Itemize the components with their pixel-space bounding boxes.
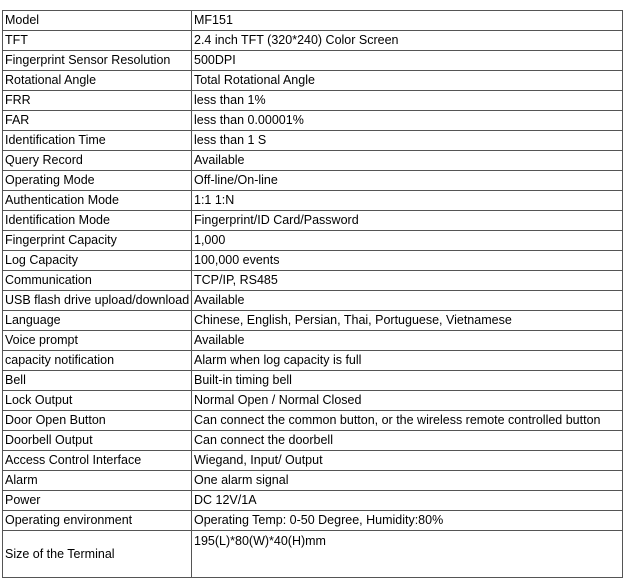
table-row (3, 251, 623, 271)
table-row (3, 411, 623, 431)
spec-value: Normal Open / Normal Closed (192, 391, 623, 411)
spec-label: Bell (3, 371, 192, 391)
spec-label: Voice prompt (3, 331, 192, 351)
spec-value: Available (192, 151, 623, 171)
spec-label: Power (3, 491, 192, 511)
table-row (3, 311, 623, 331)
spec-label: Size of the Terminal (3, 531, 192, 578)
table-row (3, 351, 623, 371)
spec-value: Total Rotational Angle (192, 71, 623, 91)
table-row (3, 151, 623, 171)
spec-label: Communication (3, 271, 192, 291)
spec-value: DC 12V/1A (192, 491, 623, 511)
spec-value: 1:1 1:N (192, 191, 623, 211)
spec-label: Language (3, 311, 192, 331)
table-row (3, 51, 623, 71)
table-row (3, 191, 623, 211)
spec-label: Operating Mode (3, 171, 192, 191)
spec-value: One alarm signal (192, 471, 623, 491)
spec-label: Doorbell Output (3, 431, 192, 451)
spec-label: Query Record (3, 151, 192, 171)
table-row (3, 31, 623, 51)
table-row (3, 391, 623, 411)
spec-label: Fingerprint Sensor Resolution (3, 51, 192, 71)
spec-label: Access Control Interface (3, 451, 192, 471)
table-row (3, 331, 623, 351)
spec-label: Operating environment (3, 511, 192, 531)
spec-label: capacity notification (3, 351, 192, 371)
table-row (3, 171, 623, 191)
table-row (3, 111, 623, 131)
spec-label: Identification Time (3, 131, 192, 151)
spec-value: Wiegand, Input/ Output (192, 451, 623, 471)
spec-value: Built-in timing bell (192, 371, 623, 391)
spec-value: Can connect the common button, or the wireless remote controlled button (192, 411, 623, 431)
spec-label: USB flash drive upload/download (3, 291, 192, 311)
table-row (3, 371, 623, 391)
table-row (3, 511, 623, 531)
table-row (3, 11, 623, 31)
spec-label: Lock Output (3, 391, 192, 411)
table-row (3, 451, 623, 471)
table-row (3, 491, 623, 511)
spec-value: 1,000 (192, 231, 623, 251)
spec-value: Available (192, 291, 623, 311)
spec-table-body (3, 11, 623, 578)
spec-label: Identification Mode (3, 211, 192, 231)
spec-value: Operating Temp: 0-50 Degree, Humidity:80% (192, 511, 623, 531)
spec-label: Door Open Button (3, 411, 192, 431)
spec-value: 2.4 inch TFT (320*240) Color Screen (192, 31, 623, 51)
spec-table (2, 10, 623, 578)
table-row (3, 71, 623, 91)
table-row (3, 431, 623, 451)
spec-label: Fingerprint Capacity (3, 231, 192, 251)
spec-value: Fingerprint/ID Card/Password (192, 211, 623, 231)
spec-value: less than 1% (192, 91, 623, 111)
spec-label: Alarm (3, 471, 192, 491)
spec-value: Chinese, English, Persian, Thai, Portuguese, Vietnamese (192, 311, 623, 331)
spec-value: Alarm when log capacity is full (192, 351, 623, 371)
spec-label: Model (3, 11, 192, 31)
spec-value: 500DPI (192, 51, 623, 71)
spec-value: Can connect the doorbell (192, 431, 623, 451)
spec-label: Authentication Mode (3, 191, 192, 211)
spec-value: less than 1 S (192, 131, 623, 151)
table-row (3, 131, 623, 151)
table-row (3, 271, 623, 291)
spec-value: 195(L)*80(W)*40(H)mm (192, 531, 623, 578)
table-row (3, 291, 623, 311)
table-row (3, 531, 623, 578)
spec-label: Log Capacity (3, 251, 192, 271)
table-row (3, 231, 623, 251)
table-row (3, 91, 623, 111)
spec-value: 100,000 events (192, 251, 623, 271)
spec-value: MF151 (192, 11, 623, 31)
table-row (3, 211, 623, 231)
spec-label: Rotational Angle (3, 71, 192, 91)
spec-value: Available (192, 331, 623, 351)
spec-label: FAR (3, 111, 192, 131)
spec-value: less than 0.00001% (192, 111, 623, 131)
spec-label: FRR (3, 91, 192, 111)
spec-label: TFT (3, 31, 192, 51)
spec-value: Off-line/On-line (192, 171, 623, 191)
table-row (3, 471, 623, 491)
spec-value: TCP/IP, RS485 (192, 271, 623, 291)
